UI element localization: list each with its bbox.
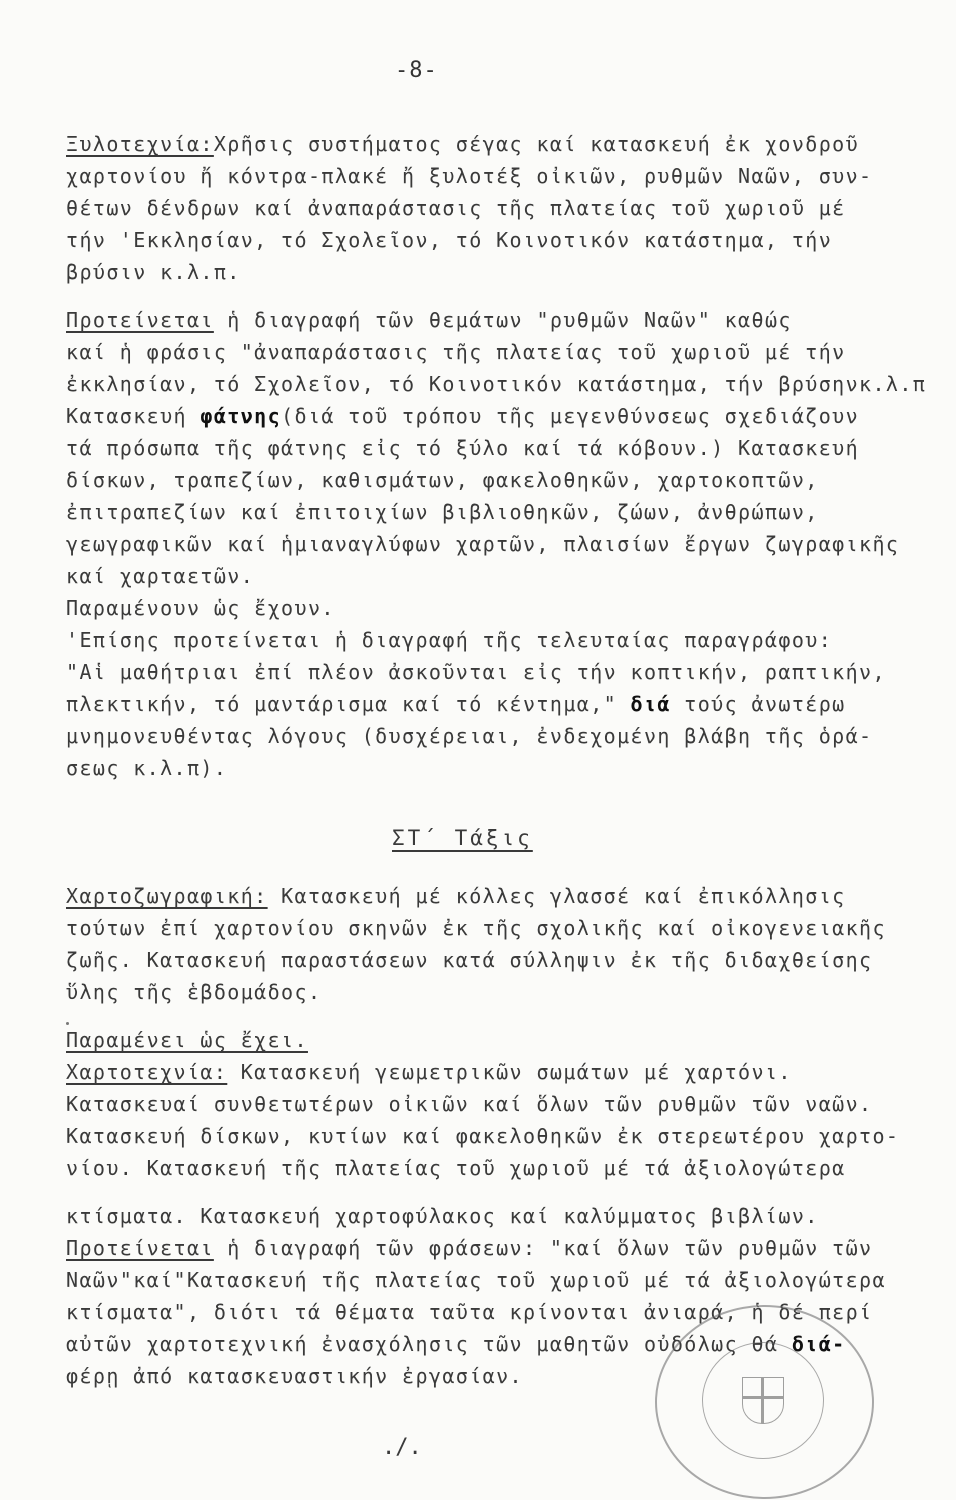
text-segment: μνημονευθέντας λόγους (δυσχέρειαι, ἐνδεχομένη βλάβη τῆς ὁρά-: [66, 724, 873, 748]
text-segment: Κατασκευαί συνθετωτέρων οἰκιῶν καί ὅλων τῶν ρυθμῶν τῶν ναῶν.: [66, 1092, 873, 1116]
text-segment: νίου. Κατασκευή τῆς πλατείας τοῦ χωριοῦ μέ τά ἀξιολογώτερα: [66, 1156, 846, 1180]
text-segment: τούς ἀνωτέρω: [670, 692, 846, 716]
text-line: [66, 434, 859, 462]
underlined-heading-text: Ξυλοτεχνία:: [66, 132, 214, 156]
text-segment: τά πρόσωπα τῆς φάτνης εἰς τό ξύλο καί τά κόβουν.) Κατασκευή: [66, 436, 860, 460]
underlined-heading-text: Χαρτοτεχνία:: [66, 1060, 228, 1084]
text-segment: πλεκτικήν, τό μαντάρισμα καί τό κέντημα,": [66, 692, 631, 716]
text-line: [66, 658, 886, 686]
text-line: [66, 1202, 819, 1230]
text-segment: "Αἱ μαθήτριαι ἐπί πλέον ἀσκοῦνται εἰς τήν κοπτικήν, ραπτικήν,: [66, 660, 886, 684]
text-segment: Ναῶν"καί"Κατασκευή τῆς πλατείας τοῦ χωριοῦ μέ τά ἀξιολογώτερα: [66, 1268, 886, 1292]
text-line: [66, 1266, 886, 1294]
text-segment: γεωγραφικῶν καί ἡμιαναγλύφων χαρτῶν, πλαισίων ἔργων ζωγραφικῆς: [66, 532, 900, 556]
text-segment: ζωῆς. Κατασκευή παραστάσεων κατά σύλληψιν ἐκ τῆς διδαχθείσης: [66, 948, 873, 972]
text-segment: ἡ διαγραφή τῶν θεμάτων "ρυθμῶν Ναῶν" καθώς: [213, 308, 792, 332]
text-segment: ἐπιτραπεζίων καί ἐπιτοιχίων βιβλιοθηκῶν, ζώων, ἀνθρώπων,: [66, 500, 819, 524]
text-segment: τήν 'Εκκλησίαν, τό Σχολεῖον, τό Κοινοτικόν κατάστημα, τήν: [66, 228, 833, 252]
text-line: [66, 1026, 308, 1054]
text-segment: Παραμένουν ὡς ἔχουν.: [66, 596, 335, 620]
text-line: [66, 306, 792, 334]
text-segment: σεως κ.λ.π).: [66, 756, 228, 780]
text-line: [66, 626, 832, 654]
text-segment: κτίσματα", διότι τά θέματα ταῦτα κρίνονται ἀνιαρά, ἡ δέ περί: [66, 1300, 873, 1324]
text-line: [66, 338, 846, 366]
text-segment: τούτων ἐπί χαρτονίου σκηνῶν ἐκ τῆς σχολικῆς καί οἰκογενειακῆς: [66, 916, 886, 940]
ink-dot: [66, 1022, 69, 1025]
text-segment: καί χαρταετῶν.: [66, 564, 255, 588]
text-segment: 'Επίσης προτείνεται ἡ διαγραφή τῆς τελευταίας παραγράφου:: [66, 628, 833, 652]
text-line: [66, 978, 321, 1006]
continuation-mark: ./.: [382, 1435, 422, 1460]
text-segment: κτίσματα. Κατασκευή χαρτοφύλακος καί καλύμματος βιβλίων.: [66, 1204, 819, 1228]
text-segment: θέτων δένδρων καί ἀναπαράστασις τῆς πλατείας τοῦ χωριοῦ μέ: [66, 196, 846, 220]
text-segment: καί ἡ φράσις "ἀναπαράστασις τῆς πλατείας τοῦ χωριοῦ μέ τήν: [66, 340, 846, 364]
text-segment: αὐτῶν χαρτοτεχνική ἐνασχόλησις τῶν μαθητῶν οὐδόλως θά: [66, 1332, 792, 1356]
text-line: [66, 466, 819, 494]
text-segment: Κατασκευή δίσκων, κυτίων καί φακελοθηκῶν ἐκ στερεωτέρου χαρτο-: [66, 1124, 900, 1148]
text-line: [66, 946, 872, 974]
underlined-heading-text: Προτείνεται: [66, 1236, 214, 1260]
text-line: [66, 690, 846, 718]
underlined-heading-text: Παραμένει ὡς ἔχει.: [66, 1028, 308, 1052]
text-line: [66, 1234, 872, 1262]
text-line: [66, 882, 846, 910]
text-line: [66, 530, 899, 558]
text-line: [66, 194, 846, 222]
text-segment: Κατασκευή μέ κόλλες γλασσέ καί ἐπικόλλησις: [267, 884, 846, 908]
official-seal-stamp: [655, 1305, 874, 1499]
text-line: [66, 562, 254, 590]
text-segment: ἐκκλησίαν, τό Σχολεῖον, τό Κοινοτικόν κατάστημα, τήν βρύσηνκ.λ.π: [66, 372, 927, 396]
text-line: [66, 754, 227, 782]
text-segment: Χρῆσις συστήματος σέγας καί κατασκευή ἐκ χονδροῦ: [213, 132, 860, 156]
section-heading: ΣΤ΄ Τάξις: [392, 826, 533, 850]
text-line: [66, 130, 859, 158]
text-segment: ὕλης τῆς ἑβδομάδος.: [66, 980, 322, 1004]
text-segment: φέρῃ ἀπό κατασκευαστικήν ἐργασίαν.: [66, 1364, 523, 1388]
text-segment: (διά τοῦ τρόπου τῆς μεγενθύνσεως σχεδιάζουν: [281, 404, 860, 428]
underlined-heading-text: Προτείνεται: [66, 308, 214, 332]
coat-of-arms-icon: [742, 1377, 784, 1424]
text-line: [66, 1122, 899, 1150]
text-line: [66, 370, 926, 398]
bold-text: διά-: [791, 1332, 846, 1356]
text-segment: Κατασκευή: [66, 404, 201, 428]
text-line: [66, 1058, 792, 1086]
text-line: [66, 1154, 846, 1182]
text-line: [66, 1362, 523, 1390]
text-segment: βρύσιν κ.λ.π.: [66, 260, 241, 284]
page-number: -8-: [395, 58, 438, 83]
text-line: [66, 722, 872, 750]
text-line: [66, 594, 335, 622]
text-segment: Κατασκευή γεωμετρικῶν σωμάτων μέ χαρτόνι.: [227, 1060, 792, 1084]
text-segment: ἡ διαγραφή τῶν φράσεων: "καί ὅλων τῶν ρυθμῶν τῶν: [213, 1236, 873, 1260]
text-line: [66, 226, 832, 254]
text-segment: δίσκων, τραπεζίων, καθισμάτων, φακελοθηκῶν, χαρτοκοπτῶν,: [66, 468, 819, 492]
text-line: [66, 1090, 872, 1118]
text-line: [66, 498, 819, 526]
bold-text: φάτνης: [200, 404, 282, 428]
text-line: [66, 914, 886, 942]
text-line: [66, 162, 872, 190]
text-line: [66, 402, 859, 430]
text-segment: χαρτονίου ἤ κόντρα-πλακέ ἤ ξυλοτέξ οἰκιῶν, ρυθμῶν Ναῶν, συν-: [66, 164, 873, 188]
text-line: [66, 258, 241, 286]
bold-text: διά: [630, 692, 671, 716]
underlined-heading-text: Χαρτοζωγραφική:: [66, 884, 268, 908]
